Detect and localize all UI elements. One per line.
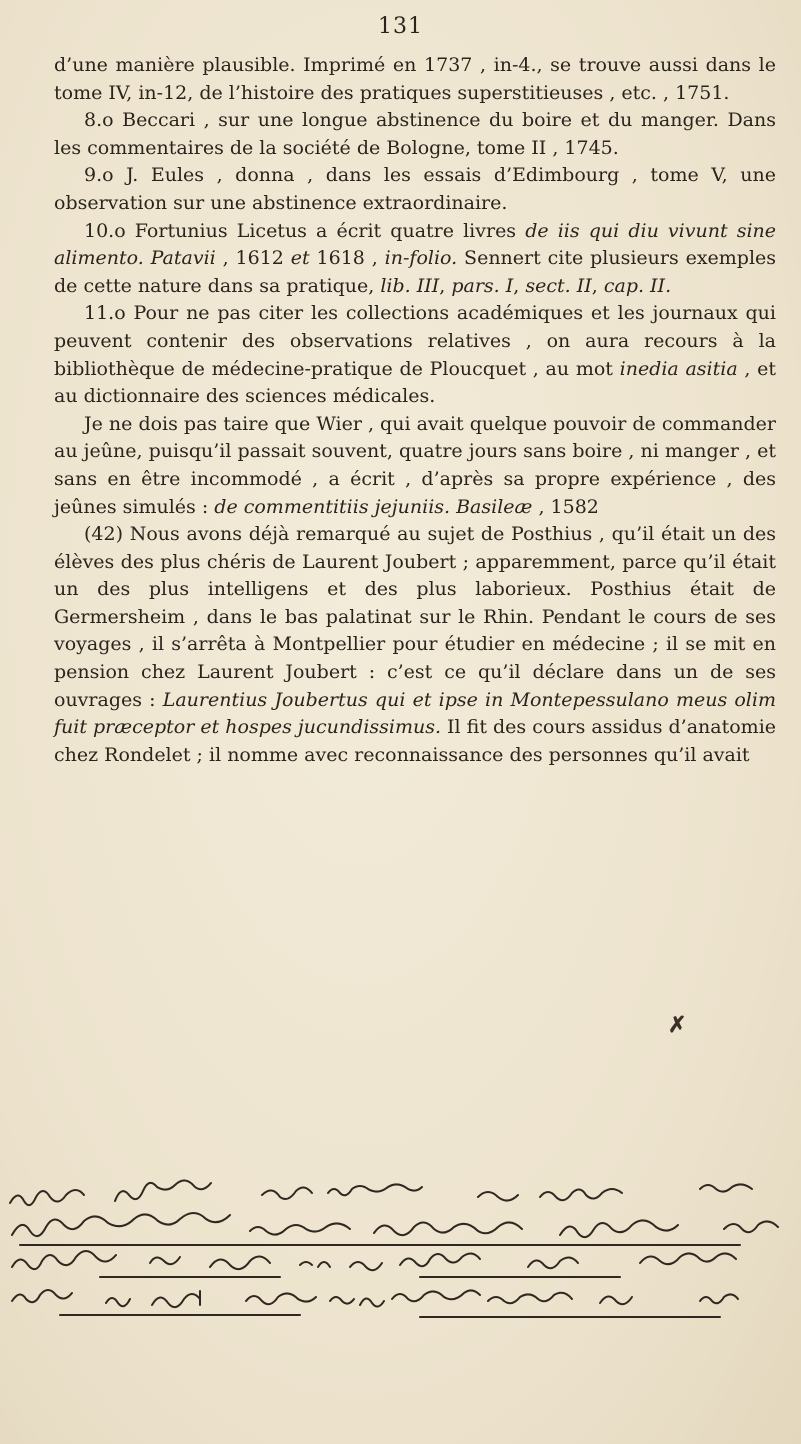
italic-text: pars. I — [451, 274, 514, 297]
text-run: , et au dictionnaire des sciences médicales. — [54, 357, 776, 408]
paragraph — [54, 300, 776, 410]
italic-text: de commentitiis jejuniis. Basileæ — [214, 495, 533, 518]
text-run: Sennert cite plusieurs exemples de cette nature dans sa pratique, — [54, 247, 777, 297]
paragraph — [54, 521, 776, 769]
italic-text: in-folio. — [384, 247, 458, 270]
text-run: , — [591, 274, 604, 297]
text-run: (42) Nous avons déjà remarqué au sujet de Posthius , qu’il était un des élèves des plus chéris de Laurent Joubert ; apparemment, parce qu’il était un des plus intelligens et des plus laborieux. Posthius était de Germersheim , dans le bas palatinat sur le Rhin. Pendant le cours de ses voyages , il s’arrêta à Montpellier pour étudier en médecine ; il se mit en pension chez Laurent Joubert : c’est ce qu’il déclare dans un de ses ouvrages : — [54, 523, 776, 711]
body-text — [54, 52, 776, 769]
paragraph — [54, 107, 776, 162]
text-run: , — [439, 274, 452, 297]
paragraph — [54, 162, 776, 217]
paragraph — [54, 52, 776, 107]
italic-text: sect. II — [525, 274, 592, 297]
handwritten-annotation — [0, 1155, 801, 1444]
italic-text: cap. II. — [603, 274, 672, 297]
italic-text: de iis qui diu vivunt sine alimento. Patavii — [54, 219, 776, 270]
text-run: Je ne dois pas taire que Wier , qui avait quelque pouvoir de commander au jeûne, puisqu’il passait souvent, quatre jours sans boire , ni manger , et sans en être incommodé , a écrit , d’après sa propre expérience , des jeûnes simulés : — [54, 412, 776, 518]
italic-text: et — [290, 247, 310, 270]
page-number: 131 — [378, 14, 423, 39]
text-run: 1618 , — [309, 247, 385, 270]
text-run: , 1582 — [532, 495, 599, 518]
margin-annotation-mark: ✗ — [668, 1012, 687, 1038]
italic-text: inedia asitia — [619, 357, 738, 380]
text-run: d’une manière plausible. Imprimé en 1737 , in-4., se trouve aussi dans le tome IV, in-12, de l’histoire des pratiques superstitieuses , etc. , 1751. — [54, 54, 776, 104]
text-run: 10.o Fortunius Licetus a écrit quatre livres — [84, 219, 526, 242]
text-run: , — [513, 274, 526, 297]
text-run: 8.o Beccari , sur une longue abstinence du boire et du manger. Dans les commentaires de la société de Bologne, tome II , 1745. — [54, 109, 776, 159]
paragraph — [54, 411, 776, 521]
paragraph — [54, 218, 776, 301]
italic-text: lib. III — [380, 274, 440, 297]
text-run: 11.o Pour ne pas citer les collections académiques et les journaux qui peuvent contenir des observations relatives , on aura recours à la bibliothèque de médecine-pratique de Ploucquet , au mot — [54, 302, 776, 380]
text-run: , 1612 — [215, 247, 291, 270]
text-run: 9.o J. Eules , donna , dans les essais d’Edimbourg , tome V, une observation sur une abstinence extraordinaire. — [54, 164, 776, 214]
italic-text: Laurentius Joubertus qui et ipse in Montepessulano meus olim fuit præceptor et hospes jucundissimus. — [54, 688, 776, 739]
text-run: Il fit des cours assidus d’anatomie chez Rondelet ; il nomme avec reconnaissance des personnes qu’il avait — [54, 716, 777, 766]
